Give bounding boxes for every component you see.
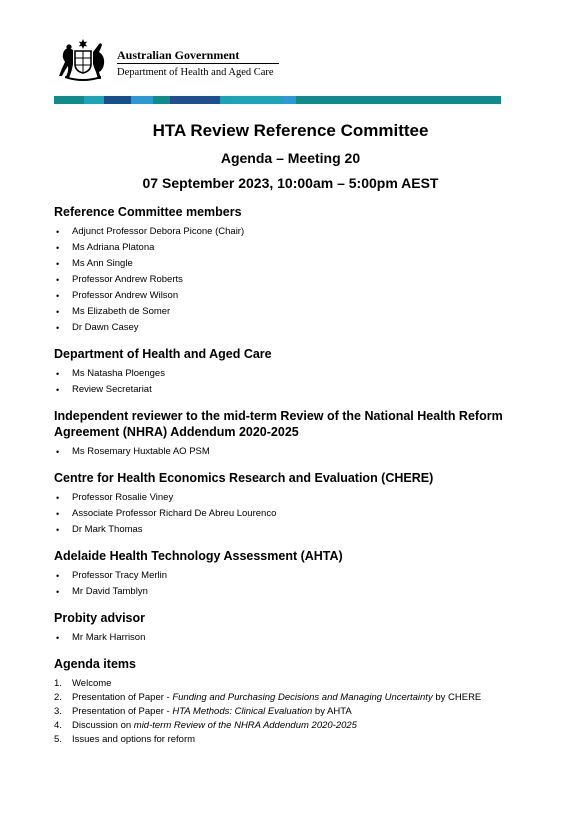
member-list — [54, 224, 514, 336]
list-item: • Ms Ann Single — [54, 256, 514, 272]
agenda-item-text: Issues and options for reform — [72, 734, 196, 745]
agenda-item-number: 3. — [54, 706, 62, 717]
agenda-item-text: Discussion on — [72, 720, 134, 731]
list-item: • Dr Mark Thomas — [54, 522, 514, 538]
agenda-item-text: Presentation of Paper - — [72, 692, 173, 703]
agenda-item — [54, 733, 514, 747]
list-item: • Professor Andrew Roberts — [54, 272, 514, 288]
meeting-date: 07 September 2023, 10:00am – 5:00pm AEST — [142, 175, 439, 191]
list-item: • Ms Adriana Platona — [54, 240, 514, 256]
stripe-segment — [54, 96, 84, 104]
section-chere — [54, 470, 514, 538]
list-item: • Professor Tracy Merlin — [54, 568, 514, 584]
coat-of-arms-icon — [55, 38, 111, 82]
section-probity — [54, 610, 514, 646]
agenda-item-text: Presentation of Paper - — [72, 706, 173, 717]
decorative-stripe — [54, 96, 501, 104]
agenda-item — [54, 677, 514, 691]
agenda-item-suffix: by AHTA — [312, 706, 352, 717]
agenda-item-number: 4. — [54, 720, 62, 731]
agenda-item-title: HTA Methods: Clinical Evaluation — [172, 706, 313, 717]
list-item: • Review Secretariat — [54, 382, 514, 398]
government-title: Australian Government — [117, 48, 240, 62]
document-title: HTA Review Reference Committee — [152, 121, 429, 140]
section-heading: Agenda items — [54, 657, 136, 671]
list-item: • Adjunct Professor Debora Picone (Chair) — [54, 224, 514, 240]
probity-list — [54, 630, 514, 646]
agenda-item — [54, 691, 514, 705]
section-heading-cont: Agreement (NHRA) Addendum 2020-2025 — [54, 425, 299, 439]
stripe-segment — [170, 96, 220, 104]
stripe-segment — [296, 96, 501, 104]
section-heading: Department of Health and Aged Care — [54, 347, 272, 361]
list-item: • Mr Mark Harrison — [54, 630, 514, 646]
agenda-item-number: 5. — [54, 734, 62, 745]
list-item: • Ms Rosemary Huxtable AO PSM — [54, 444, 514, 460]
agenda-item-title: Funding and Purchasing Decisions and Managing Uncertainty — [172, 692, 433, 703]
agenda-item — [54, 719, 514, 733]
stripe-segment — [282, 96, 296, 104]
list-item: • Professor Andrew Wilson — [54, 288, 514, 304]
list-item: • Professor Rosalie Viney — [54, 490, 514, 506]
list-item: • Dr Dawn Casey — [54, 320, 514, 336]
meeting-subtitle: Agenda – Meeting 20 — [220, 150, 361, 166]
section-heading: Centre for Health Economics Research and Evaluation (CHERE) — [54, 471, 434, 485]
stripe-segment — [84, 96, 104, 104]
header-divider — [117, 63, 279, 64]
list-item: • Associate Professor Richard De Abreu Lourenco — [54, 506, 514, 522]
section-heading: Probity advisor — [54, 611, 145, 625]
department-list — [54, 366, 514, 398]
agenda-item-text: Welcome — [72, 678, 112, 689]
section-agenda — [54, 656, 514, 747]
stripe-segment — [220, 96, 232, 104]
agenda-list — [54, 677, 514, 747]
section-ahta — [54, 548, 514, 600]
agenda-item — [54, 705, 514, 719]
department-title: Department of Health and Aged Care — [117, 67, 274, 78]
list-item: • Ms Natasha Ploenges — [54, 366, 514, 382]
ahta-list — [54, 568, 514, 600]
stripe-segment — [104, 96, 131, 104]
chere-list — [54, 490, 514, 538]
section-heading: Independent reviewer to the mid-term Review of the National Health Reform — [54, 409, 503, 423]
agenda-item-title: mid-term Review of the NHRA Addendum 2020-2025 — [133, 720, 357, 731]
list-item: • Mr David Tamblyn — [54, 584, 514, 600]
section-committee-members — [54, 204, 514, 336]
agenda-item-suffix: by CHERE — [432, 692, 482, 703]
section-department — [54, 346, 514, 398]
section-heading: Adelaide Health Technology Assessment (AHTA) — [54, 549, 343, 563]
section-independent-reviewer — [54, 408, 514, 460]
stripe-segment — [131, 96, 153, 104]
stripe-segment — [153, 96, 170, 104]
section-heading: Reference Committee members — [54, 205, 242, 219]
government-header — [55, 38, 315, 82]
agenda-item-number: 2. — [54, 692, 62, 703]
reviewer-list — [54, 444, 514, 460]
list-item: • Ms Elizabeth de Somer — [54, 304, 514, 320]
stripe-segment — [232, 96, 282, 104]
agenda-item-number: 1. — [54, 678, 62, 689]
